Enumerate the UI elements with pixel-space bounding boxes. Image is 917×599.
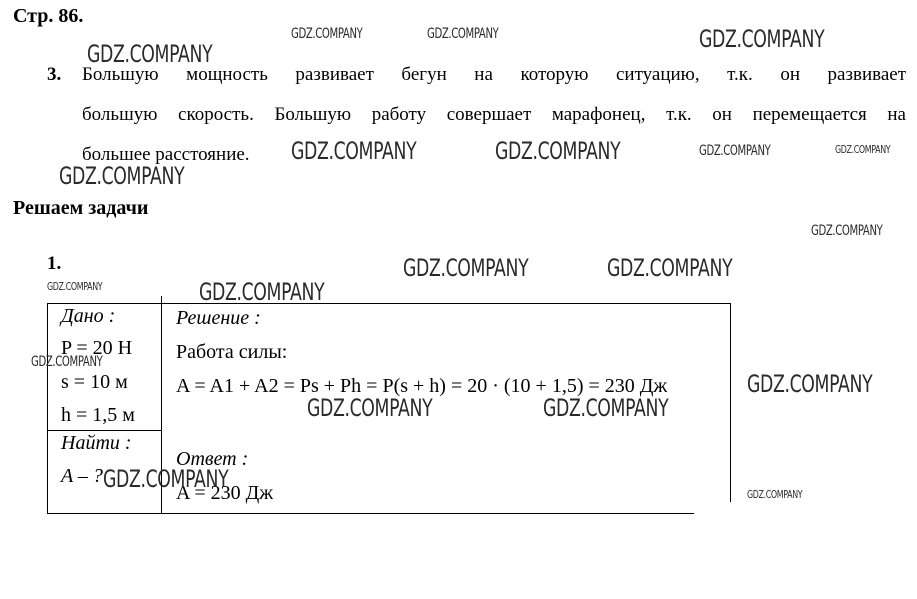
solution-subtitle: Работа силы: [176,341,288,363]
section-heading: Решаем задачи [13,197,149,219]
answer-value: A = 230 Дж [176,482,274,504]
given-weight: P = 20 Н [61,337,133,359]
watermark: GDZ.COMPANY [199,278,325,306]
watermark: GDZ.COMPANY [291,137,417,165]
problem-1-number: 1. [47,253,62,274]
exercise-3-line-2: большую скорость. Большую работу совершает марафонец, т.к. он перемещается на [82,104,906,125]
solution-formula: A = A1 + A2 = Ps + Ph = P(s + h) = 20 · (10 + 1,5) = 230 Дж [176,375,668,397]
watermark: GDZ.COMPANY [59,162,185,190]
watermark: GDZ.COMPANY [291,26,363,42]
watermark: GDZ.COMPANY [543,394,669,422]
watermark: GDZ.COMPANY [607,254,733,282]
given-height: h = 1,5 м [61,404,135,426]
watermark: GDZ.COMPANY [811,223,883,239]
find-value: A – ? [61,465,103,487]
watermark: GDZ.COMPANY [699,143,771,159]
watermark: GDZ.COMPANY [103,465,229,493]
exercise-3-line-3: большее расстояние. [82,144,250,165]
given-label: Дано : [61,305,116,327]
answer-label: Ответ : [176,448,249,470]
solution-label: Решение : [176,307,261,329]
watermark: GDZ.COMPANY [747,370,873,398]
given-distance: s = 10 м [61,371,128,393]
watermark: GDZ.COMPANY [427,26,499,42]
watermark: GDZ.COMPANY [747,488,803,501]
table-right-border [730,303,731,502]
watermark: GDZ.COMPANY [87,40,213,68]
watermark: GDZ.COMPANY [403,254,529,282]
exercise-3-line-1: Большую мощность развивает бегун на которую ситуацию, т.к. он развивает [82,64,906,85]
watermark: GDZ.COMPANY [699,25,825,53]
table-top-border [47,303,731,304]
table-left-border [47,303,48,514]
find-label: Найти : [61,432,132,454]
watermark: GDZ.COMPANY [47,280,103,293]
watermark: GDZ.COMPANY [31,354,103,370]
watermark: GDZ.COMPANY [495,137,621,165]
watermark: GDZ.COMPANY [307,394,433,422]
table-bottom-border [47,513,694,514]
exercise-3-number: 3. [47,64,62,85]
watermark: GDZ.COMPANY [835,143,891,156]
table-given-divider [47,430,161,431]
page-header: Стр. 86. [13,5,84,27]
